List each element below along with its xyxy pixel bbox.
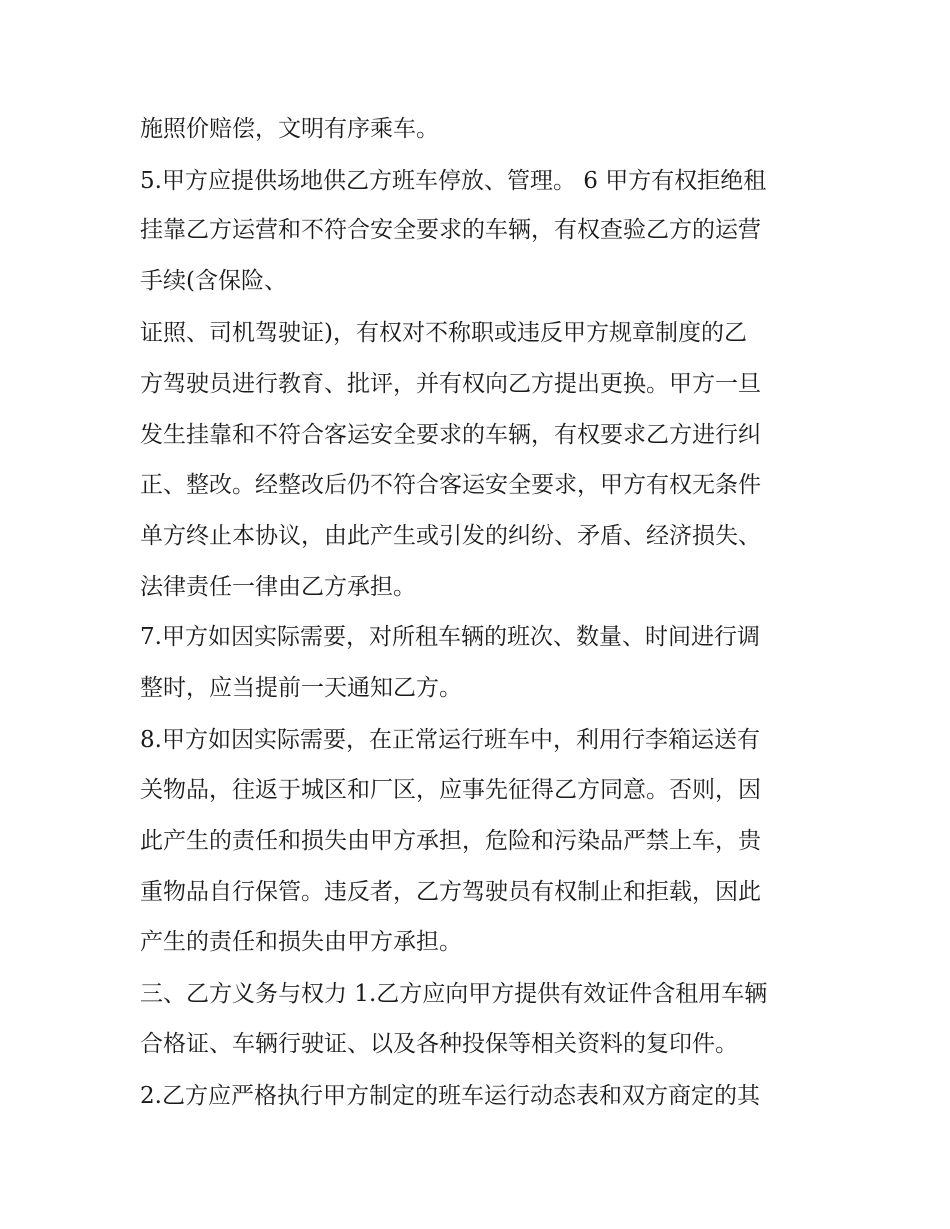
text-line: 关物品，往返于城区和厂区，应事先征得乙方同意。否则，因 — [140, 777, 761, 803]
text-line: 整时，应当提前一天通知乙方。 — [140, 675, 462, 701]
text-line: 8.甲方如因实际需要，在正常运行班车中，利用行李箱运送有 — [140, 727, 760, 753]
text-line: 正、整改。经整改后仍不符合客运安全要求，甲方有权无条件 — [140, 472, 761, 498]
text-line: 手续(含保险、 — [140, 268, 287, 294]
text-line: 法律责任一律由乙方承担。 — [140, 574, 416, 600]
text-line: 三、乙方义务与权力 1.乙方应向甲方提供有效证件含租用车辆 — [140, 981, 768, 1007]
text-line: 重物品自行保管。违反者，乙方驾驶员有权制止和拒载，因此 — [140, 879, 761, 905]
text-line: 此产生的责任和损失由甲方承担，危险和污染品严禁上车，贵 — [140, 828, 761, 854]
text-line: 单方终止本协议，由此产生或引发的纠纷、矛盾、经济损失、 — [140, 523, 761, 549]
text-line: 2.乙方应严格执行甲方制定的班车运行动态表和双方商定的其 — [140, 1083, 760, 1109]
text-line: 5.甲方应提供场地供乙方班车停放、管理。 6 甲方有权拒绝租 — [140, 168, 767, 194]
text-line: 方驾驶员进行教育、批评，并有权向乙方提出更换。甲方一旦 — [140, 371, 761, 397]
text-line: 7.甲方如因实际需要，对所租车辆的班次、数量、时间进行调 — [140, 624, 760, 650]
text-line: 产生的责任和损失由甲方承担。 — [140, 929, 462, 955]
text-line: 发生挂靠和不符合客运安全要求的车辆，有权要求乙方进行纠 — [140, 422, 761, 448]
text-line: 挂靠乙方运营和不符合安全要求的车辆，有权查验乙方的运营 — [140, 217, 761, 243]
text-line: 合格证、车辆行驶证、以及各种投保等相关资料的复印件。 — [140, 1031, 738, 1057]
text-line: 证照、司机驾驶证)，有权对不称职或违反甲方规章制度的乙 — [140, 320, 747, 346]
text-line: 施照价赔偿，文明有序乘车。 — [140, 116, 439, 142]
